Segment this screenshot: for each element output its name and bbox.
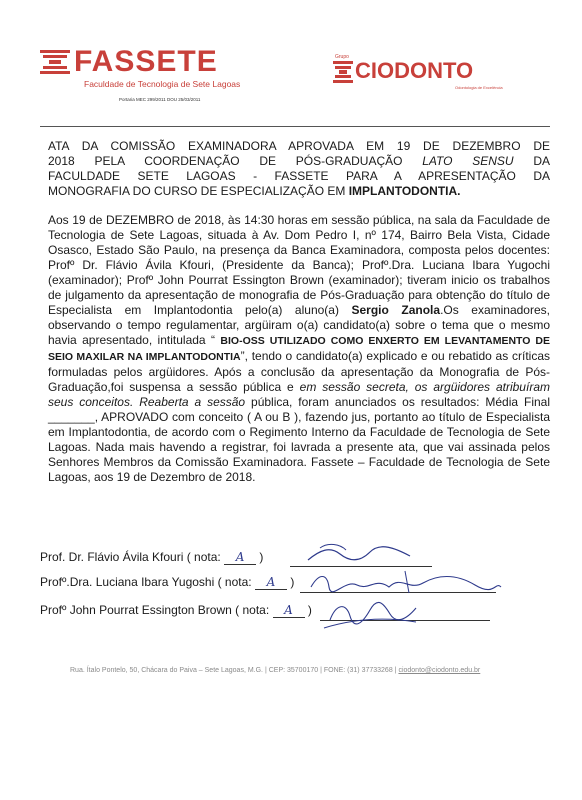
thesis-title: BIO-OSS UTILIZADO COMO ENXERTO EM LEVANTAMENTO DE SEIO MAXILAR NA IMPLANTODONTIA xyxy=(48,335,550,363)
ciodonto-name: CIODONTO xyxy=(355,58,474,83)
examiner-3-label: Profº John Pourrat Essington Brown ( nota: xyxy=(40,603,270,617)
examiner-2-grade: A xyxy=(255,575,287,590)
body-text-1: Aos 19 de DEZEMBRO de 2018, às 14:30 horas em sessão pública, na sala da Faculdade de Tecnologia de Sete Lagoas, situada à Av. Dom Pedro I, nº 174, Bairro Bela Vista, Cidade Osasco, Estado São Paulo, na presença da Banca Examinadora, composta pelos docentes: Profº Dr. Flávio Ávila Kfouri, (Presidente da Banca); Profº.Dra. Luciana Ibara Yugochi (examinador); Profº John Pourrat Essington Brown (examinador); tiveram inicio os trabalhos de julgamento da apresentação de monografia de Pós-Graduação para obtenção do título de Especialista em Implantodontia pelo(a) aluno(a) xyxy=(48,213,550,317)
ciodonto-tagline: Odontologia de Excelência xyxy=(455,85,503,90)
footer-address: Rua. Ítalo Pontelo, 50, Chácara do Paiva – Sete Lagoas, M.G. | CEP: 35700170 | FONE: (31) 37733268 | xyxy=(70,667,397,674)
examiner-3-grade: A xyxy=(273,603,305,618)
title-line-4-text: MONOGRAFIA DO CURSO DE ESPECIALIZAÇÃO EM xyxy=(48,184,349,198)
footer xyxy=(70,667,560,674)
ciodonto-logo xyxy=(333,54,513,94)
examiner-3-close: ) xyxy=(307,603,312,617)
title-line-3 xyxy=(48,169,550,184)
ciodonto-logo-icon xyxy=(333,61,353,83)
course-name: IMPLANTODONTIA. xyxy=(348,184,461,198)
title-line-1-text: ATA DA COMISSÃO EXAMINADORA APROVADA EM 19 DE DEZEMBRO DE xyxy=(48,139,550,153)
examiner-1-close: ) xyxy=(259,550,264,564)
fassete-logo xyxy=(40,45,241,108)
fassete-name: FASSETE xyxy=(74,45,218,78)
signature-row-1 xyxy=(40,550,263,565)
document-title xyxy=(48,139,550,199)
examiner-2-label: Profº.Dra. Luciana Ibara Yugoshi ( nota: xyxy=(40,575,252,589)
title-line-2-text: 2018 PELA COORDENAÇÃO DE PÓS-GRADUAÇÃO xyxy=(48,154,423,168)
examiner-2-close: ) xyxy=(290,575,295,589)
signature-scribble-3 xyxy=(320,590,440,634)
footer-email-link[interactable]: ciodonto@ciodonto.edu.br xyxy=(398,667,481,674)
title-line-2 xyxy=(48,154,550,169)
title-line-3-text: FACULDADE SETE LAGOAS - FASSETE PARA A APRESENTAÇÃO DA xyxy=(48,169,550,183)
fassete-subtitle: Faculdade de Tecnologia de Sete Lagoas xyxy=(84,79,241,89)
header-divider xyxy=(40,126,550,127)
secret-session-text: em sessão secreta, os argüidores atribuíram seus conceitos. Reaberta a sessão xyxy=(48,380,550,409)
signature-row-3 xyxy=(40,603,312,618)
examiner-1-grade: A xyxy=(224,550,256,565)
examiner-1-label: Prof. Dr. Flávio Ávila Kfouri ( nota: xyxy=(40,550,221,564)
title-line-2-end: DA xyxy=(513,154,550,168)
student-name: Sergio Zanola xyxy=(351,303,441,317)
body-text-3: ”, tendo o candidato(a) explicado e ou rebatido as críticas formuladas pelos argüidores. Após a conclusão da apresentação da Monografia de Pós-Graduação,foi suspensa a sessão pública e xyxy=(48,349,550,394)
fassete-portaria: Portaria MEC 299/2011 DOU 25/03/2011 xyxy=(119,97,201,102)
minutes-body xyxy=(48,213,550,485)
title-line-1 xyxy=(48,139,550,154)
fassete-logo-icon xyxy=(40,50,70,76)
body-text-2: .Os examinadores, observando o tempo regulamentar, argüiram o(a) candidato(a) sobre o tema que o mesmo havia apresentado, intitulada “ xyxy=(48,303,550,347)
lato-sensu-text: LATO SENSU xyxy=(422,154,514,168)
title-line-4 xyxy=(48,184,550,199)
signature-row-2 xyxy=(40,575,294,590)
body-text-4: pública, foram anunciados os resultados: Média Final _______, APROVADO com conceito ( A ou B ), fazendo jus, portanto ao título de Especialista em Implantodontia, de acordo com o Regimento Interno da Faculdade de Tecnologia de Sete Lagoas. Nada mais havendo a registrar, foi lavrada a presente ata, que vai assinada pelos Senhores Membros da Comissão Examinadora. Fassete – Faculdade de Tecnologia de Sete Lagoas, aos 19 de Dezembro de 2018. xyxy=(48,395,550,484)
ciodonto-group-label: Grupo xyxy=(335,54,349,60)
minutes-paragraph xyxy=(48,213,550,485)
